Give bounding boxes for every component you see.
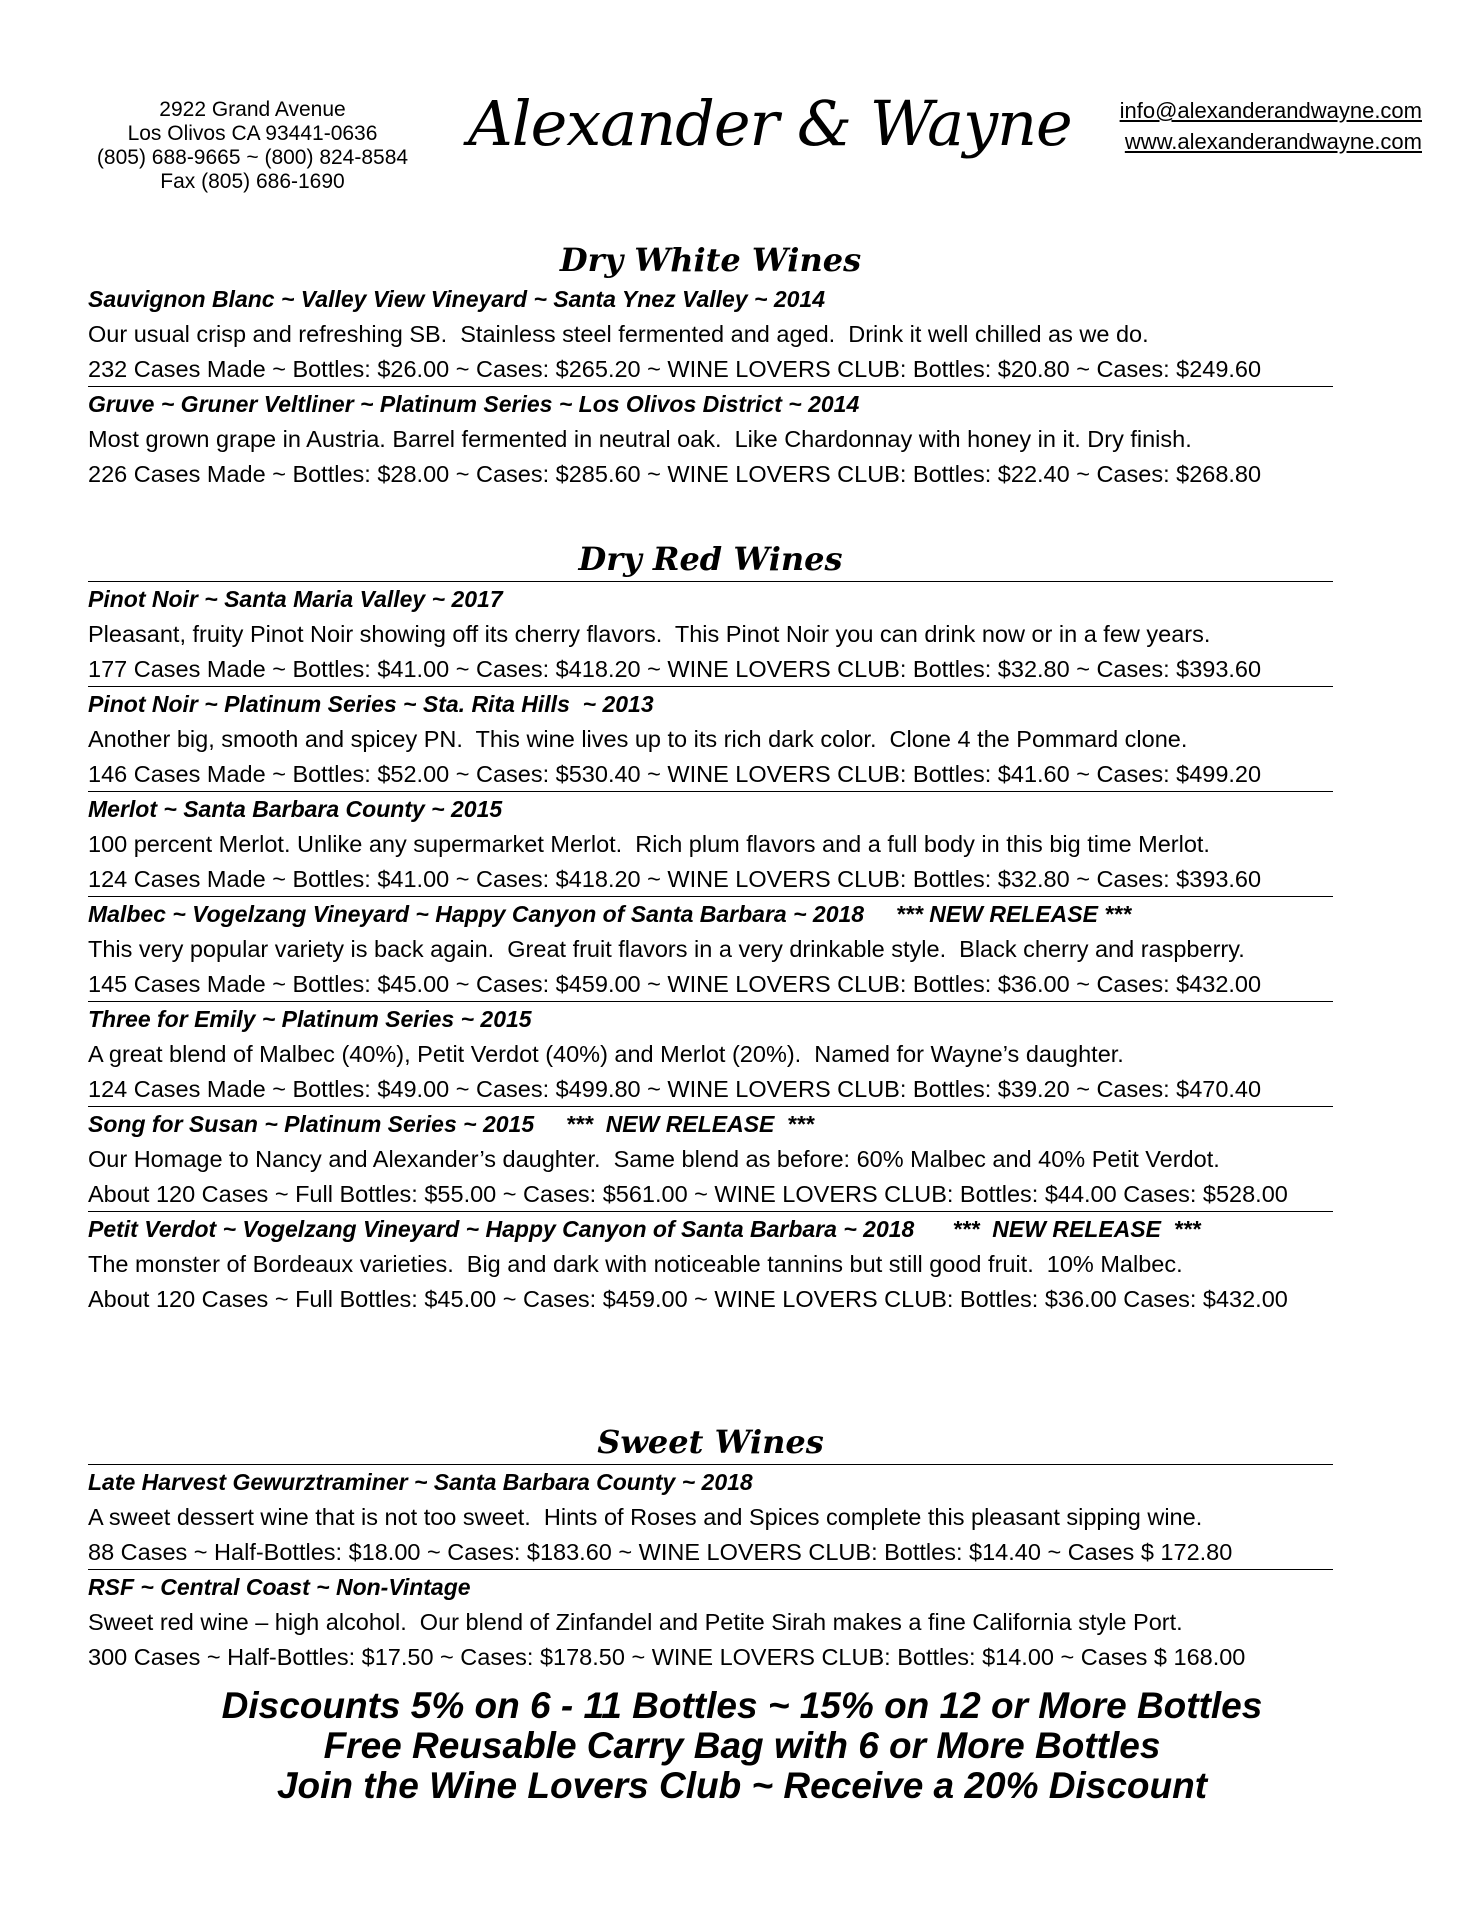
wine-description: Most grown grape in Austria. Barrel fermented in neutral oak. Like Chardonnay with honey in it. Dry finish. (88, 426, 1192, 452)
wine-description: Sweet red wine – high alcohol. Our blend of Zinfandel and Petite Sirah makes a fine California style Port. (88, 1609, 1183, 1635)
section-title-dry-white: Dry White Wines (559, 241, 862, 279)
wine-entry (88, 897, 1333, 1002)
wine-pricing: 88 Cases ~ Half-Bottles: $18.00 ~ Cases: $183.60 ~ WINE LOVERS CLUB: Bottles: $14.40 ~ Cases $ 172.80 (88, 1535, 1333, 1570)
wine-name: Pinot Noir ~ Santa Maria Valley ~ 2017 (88, 586, 503, 612)
dry-red-section (88, 537, 1333, 1316)
wine-description: Another big, smooth and spicey PN. This wine lives up to its rich dark color. Clone 4 the Pommard clone. (88, 726, 1188, 752)
dry-white-section (88, 238, 1333, 491)
wine-description: Our usual crisp and refreshing SB. Stainless steel fermented and aged. Drink it well chilled as we do. (88, 321, 1149, 347)
wine-pricing: 124 Cases Made ~ Bottles: $49.00 ~ Cases: $499.80 ~ WINE LOVERS CLUB: Bottles: $39.20 ~ Cases: $470.40 (88, 1072, 1333, 1107)
wine-name: Song for Susan ~ Platinum Series ~ 2015 *** NEW RELEASE *** (88, 1111, 815, 1137)
wine-description: A sweet dessert wine that is not too sweet. Hints of Roses and Spices complete this pleasant sipping wine. (88, 1504, 1203, 1530)
wine-name: Merlot ~ Santa Barbara County ~ 2015 (88, 796, 503, 822)
wine-entry (88, 1002, 1333, 1107)
section-title-dry-red: Dry Red Wines (88, 537, 1333, 582)
contact-links (1120, 95, 1422, 157)
wine-entry (88, 282, 1333, 387)
wine-pricing: 124 Cases Made ~ Bottles: $41.00 ~ Cases: $418.20 ~ WINE LOVERS CLUB: Bottles: $32.80 ~ Cases: $393.60 (88, 862, 1333, 897)
wine-name: Petit Verdot ~ Vogelzang Vineyard ~ Happy Canyon of Santa Barbara ~ 2018 *** NEW RELEASE *** (88, 1216, 1201, 1242)
wine-pricing: About 120 Cases ~ Full Bottles: $55.00 ~ Cases: $561.00 ~ WINE LOVERS CLUB: Bottles: $44.00 Cases: $528.00 (88, 1177, 1333, 1212)
wine-description: This very popular variety is back again. Great fruit flavors in a very drinkable style. Black cherry and raspberry. (88, 936, 1245, 962)
wine-entry (88, 1570, 1333, 1674)
wine-pricing: 232 Cases Made ~ Bottles: $26.00 ~ Cases: $265.20 ~ WINE LOVERS CLUB: Bottles: $20.80 ~ Cases: $249.60 (88, 352, 1333, 387)
wine-description: Pleasant, fruity Pinot Noir showing off its cherry flavors. This Pinot Noir you can drink now or in a few years. (88, 621, 1211, 647)
wine-pricing: 177 Cases Made ~ Bottles: $41.00 ~ Cases: $418.20 ~ WINE LOVERS CLUB: Bottles: $32.80 ~ Cases: $393.60 (88, 652, 1333, 687)
wine-pricing: 226 Cases Made ~ Bottles: $28.00 ~ Cases: $285.60 ~ WINE LOVERS CLUB: Bottles: $22.40 ~ Cases: $268.80 (88, 461, 1262, 487)
wine-entry (88, 1107, 1333, 1212)
wine-entry (88, 387, 1333, 491)
fax-number: Fax (805) 686-1690 (160, 170, 345, 193)
wine-entry (88, 1212, 1333, 1316)
phone-numbers: (805) 688-9665 ~ (800) 824-8584 (96, 146, 409, 169)
email-link[interactable]: info@alexanderandwayne.com (1119, 98, 1422, 123)
sweet-section (88, 1420, 1333, 1674)
wine-entry (88, 687, 1333, 792)
wine-pricing: 146 Cases Made ~ Bottles: $52.00 ~ Cases: $530.40 ~ WINE LOVERS CLUB: Bottles: $41.60 ~ Cases: $499.20 (88, 757, 1333, 792)
wine-description: 100 percent Merlot. Unlike any supermarket Merlot. Rich plum flavors and a full body in this big time Merlot. (88, 831, 1210, 857)
wine-name: Gruve ~ Gruner Veltliner ~ Platinum Series ~ Los Olivos District ~ 2014 (88, 391, 860, 417)
city-zip: Los Olivos CA 93441-0636 (127, 122, 378, 145)
wine-pricing: 145 Cases Made ~ Bottles: $45.00 ~ Cases: $459.00 ~ WINE LOVERS CLUB: Bottles: $36.00 ~ Cases: $432.00 (88, 967, 1333, 1002)
discount-line-club: Join the Wine Lovers Club ~ Receive a 20% Discount (276, 1765, 1208, 1806)
wine-name: Three for Emily ~ Platinum Series ~ 2015 (88, 1006, 532, 1032)
wine-entry (88, 1465, 1333, 1570)
discount-line-bottles: Discounts 5% on 6 - 11 Bottles ~ 15% on 12 or More Bottles (221, 1685, 1263, 1726)
wine-entry (88, 792, 1333, 897)
wine-name: Sauvignon Blanc ~ Valley View Vineyard ~ Santa Ynez Valley ~ 2014 (88, 286, 825, 312)
wine-name: Pinot Noir ~ Platinum Series ~ Sta. Rita Hills ~ 2013 (88, 691, 654, 717)
section-title-sweet: Sweet Wines (88, 1420, 1333, 1465)
letterhead (0, 0, 1484, 200)
winery-address (70, 98, 435, 194)
wine-pricing: About 120 Cases ~ Full Bottles: $45.00 ~ Cases: $459.00 ~ WINE LOVERS CLUB: Bottles: $36.00 Cases: $432.00 (88, 1286, 1288, 1312)
website-link[interactable]: www.alexanderandwayne.com (1124, 129, 1422, 154)
wine-description: The monster of Bordeaux varieties. Big and dark with noticeable tannins but still good fruit. 10% Malbec. (88, 1251, 1183, 1277)
street-address: 2922 Grand Avenue (159, 98, 346, 121)
wine-name: RSF ~ Central Coast ~ Non-Vintage (88, 1574, 471, 1600)
winery-logo: Alexander & Wayne (468, 87, 1072, 160)
wine-name: Late Harvest Gewurztraminer ~ Santa Barbara County ~ 2018 (88, 1469, 753, 1495)
wine-pricing: 300 Cases ~ Half-Bottles: $17.50 ~ Cases: $178.50 ~ WINE LOVERS CLUB: Bottles: $14.00 ~ Cases $ 168.00 (88, 1644, 1246, 1670)
wine-entry (88, 582, 1333, 687)
wine-name: Malbec ~ Vogelzang Vineyard ~ Happy Canyon of Santa Barbara ~ 2018 *** NEW RELEASE *** (88, 901, 1132, 927)
wine-description: Our Homage to Nancy and Alexander’s daughter. Same blend as before: 60% Malbec and 40% Petit Verdot. (88, 1146, 1220, 1172)
discount-notice (0, 1686, 1484, 1806)
discount-line-carry-bag: Free Reusable Carry Bag with 6 or More Bottles (323, 1725, 1161, 1766)
wine-description: A great blend of Malbec (40%), Petit Verdot (40%) and Merlot (20%). Named for Wayne’s daughter. (88, 1041, 1124, 1067)
